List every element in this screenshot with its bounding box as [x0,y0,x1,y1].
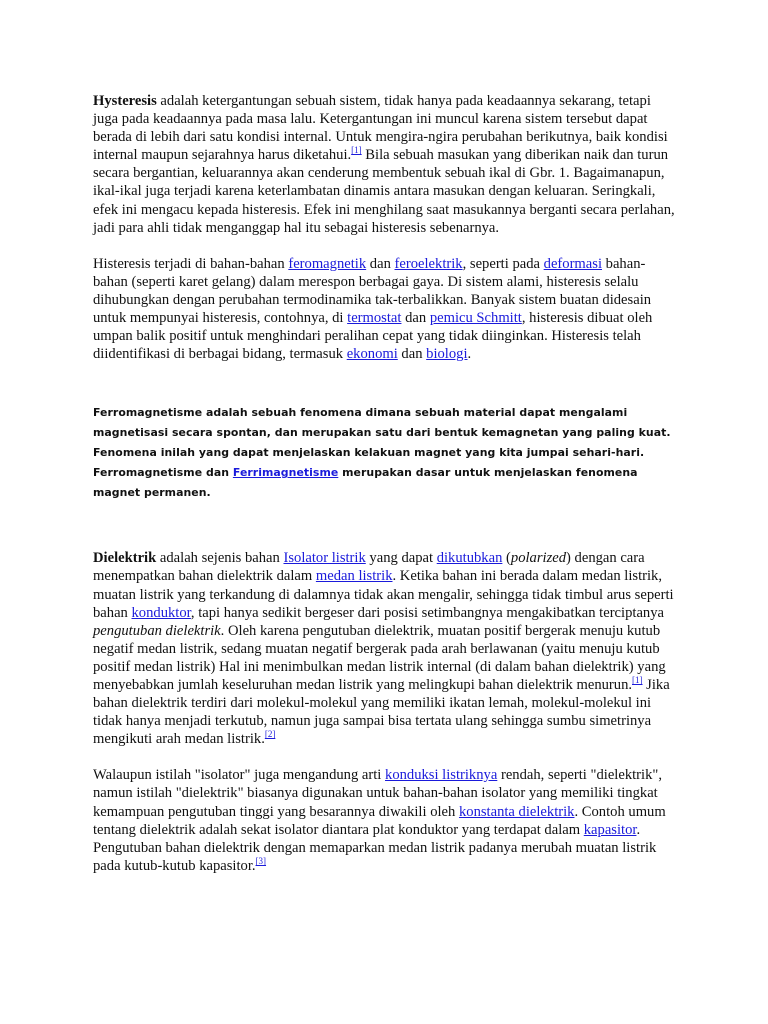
footnote-link-2[interactable]: [2] [264,729,276,740]
text-segment: yang dapat [365,550,437,567]
link-ekonomi[interactable]: ekonomi [346,346,398,363]
link-biologi[interactable]: biologi [426,346,468,363]
text-segment: dan [397,346,427,363]
text-segment: bahan-bahan (seperti karet gelang) dalam merespon berbagai gaya. Di sistem alami, histeresis selalu dihubungkan dengan perubahan termodinamika tak-terbalikkan. Banyak sistem buatan didesain untuk mempunyai histeresis, contohnya, di [93,255,652,327]
link-feromagnetik[interactable]: feromagnetik [288,255,367,272]
link-deformasi[interactable]: deformasi [543,255,602,272]
link-feroelektrik[interactable]: feroelektrik [394,255,463,272]
footnote-link-1[interactable]: [1] [632,675,643,686]
paragraph-ferromagnetisme [93,403,678,503]
footnote-ref [256,856,267,866]
text-segment: rendah, seperti "dielektrik", namun istilah "dielektrik" biasanya digunakan untuk bahan-bahan isolator yang memiliki tingkat kemampuan pengutuban tinggi yang besarannya diwakili oleh [93,767,662,820]
link-konduktor[interactable]: konduktor [131,604,191,621]
text-segment: Ferromagnetisme adalah sebuah fenomena dimana sebuah material dapat mengalami magnetisasi secara spontan, dan merupakan satu dari bentuk kemagnetan yang paling kuat. Fenomena inilah yang dapat menjelaskan kelakuan magnet yang kita jumpai sehari-hari. Ferromagnetisme dan [93,406,671,480]
text-segment: merupakan dasar untuk menjelaskan fenomena magnet permanen. [93,466,638,500]
text-segment: . Contoh umum tentang dielektrik adalah sekat isolator diantara plat konduktor yang terdapat dalam [93,803,666,838]
text-segment: . Pengutuban bahan dielektrik dengan memaparkan medan listrik padanya merubah muatan listrik pada kutub-kutub kapasitor. [93,821,657,874]
text-segment: Jika bahan dielektrik terdiri dari molekul-molekul yang memiliki ikatan lemah, molekul-molekul ini tidak hanya menjadi terkutub, namun juga sampai bisa tertata ulang sehingga sumbu simetrinya mengikuti arah medan listrik. [93,676,670,748]
term-dielektrik: Dielektrik [93,550,157,567]
text-segment: ( [502,550,511,567]
link-kapasitor[interactable]: kapasitor [583,821,637,838]
link-konduksi-listriknya[interactable]: konduksi listriknya [385,767,498,784]
text-segment: , histeresis dibuat oleh umpan balik positif untuk menghindari peralihan cepat yang tidak diinginkan. Histeresis telah diidentifikasi di berbagai bidang, termasuk [93,310,653,363]
link-medan-listrik[interactable]: medan listrik [315,568,393,585]
italic-pengutuban-dielektrik: pengutuban dielektrik [93,622,221,639]
text-segment: Bila sebuah masukan yang diberikan naik dan turun secara bergantian, keluarannya akan cenderung membentuk sebuah ikal di Gbr. 1. Bagaimanapun, ikal-ikal juga terjadi karena keterlambatan dinamis antara masukan dengan keluaran. Seringkali, efek ini mengacu kepada histeresis. Efek ini menghilang saat masukannya berganti secara perlahan, jadi para ahli tidak menganggap hal itu sebagai histeresis sebenarnya. [93,147,675,236]
link-konstanta-dielektrik[interactable]: konstanta dielektrik [458,803,575,820]
text-segment: dan [366,255,395,272]
link-dikutubkan[interactable]: dikutubkan [436,550,503,567]
text-segment: Walaupun istilah "isolator" juga mengandung arti [93,767,386,784]
paragraph-walaupun [93,766,678,875]
text-segment: , seperti pada [462,255,544,272]
text-segment: ) dengan cara menempatkan bahan dielektrik dalam [93,550,645,585]
italic-polarized: polarized [510,550,567,567]
footnote-ref [351,145,362,155]
paragraph-hysteresis [93,92,678,237]
paragraph-histeresis [93,255,678,364]
footnote-link-1[interactable]: [1] [351,145,362,156]
footnote-ref [632,675,643,685]
link-pemicu-schmitt[interactable]: pemicu Schmitt [429,310,522,327]
footnote-ref [265,729,276,739]
text-segment: . [467,346,472,363]
text-segment: . Oleh karena pengutuban dielektrik, muatan positif bergerak menuju kutub negatif medan listrik, sedang muatan negatif bergerak pada arah berlawanan (yaitu menuju kutub positif medan listrik) Hal ini menimbulkan medan listrik internal (di dalam bahan dielektrik) yang menyebabkan jumlah keseluruhan medan listrik yang melingkupi bahan dielektrik menurun. [93,622,666,693]
text-segment: . Ketika bahan ini berada dalam medan listrik, muatan listrik yang terkandung di dalamnya tidak akan mengalir, sehingga tidak timbul arus seperti bahan [93,568,674,621]
text-segment: adalah ketergantungan sebuah sistem, tidak hanya pada keadaannya sekarang, tetapi juga pada keadaannya pada masa lalu. Ketergantungan ini muncul karena sistem tersebut dapat berada di lebih dari satu kondisi internal. Untuk mengira-ngira perubahan berikutnya, baik kondisi internal maupun sejarahnya harus diketahui. [93,93,668,164]
term-hysteresis: Hysteresis [93,93,157,109]
link-isolator-listrik[interactable]: Isolator listrik [283,550,366,567]
text-segment: adalah sejenis bahan [156,550,284,567]
document-body [93,92,678,875]
paragraph-dielektrik [93,549,678,748]
text-segment: , tapi hanya sedikit bergeser dari posisi setimbangnya mengakibatkan terciptanya [190,604,664,621]
link-termostat[interactable]: termostat [347,310,402,327]
text-segment: dan [401,310,430,327]
link-ferrimagnetisme[interactable]: Ferrimagnetisme [232,466,339,480]
text-segment: Histeresis terjadi di bahan-bahan [93,255,289,272]
footnote-link-3[interactable]: [3] [255,855,267,866]
